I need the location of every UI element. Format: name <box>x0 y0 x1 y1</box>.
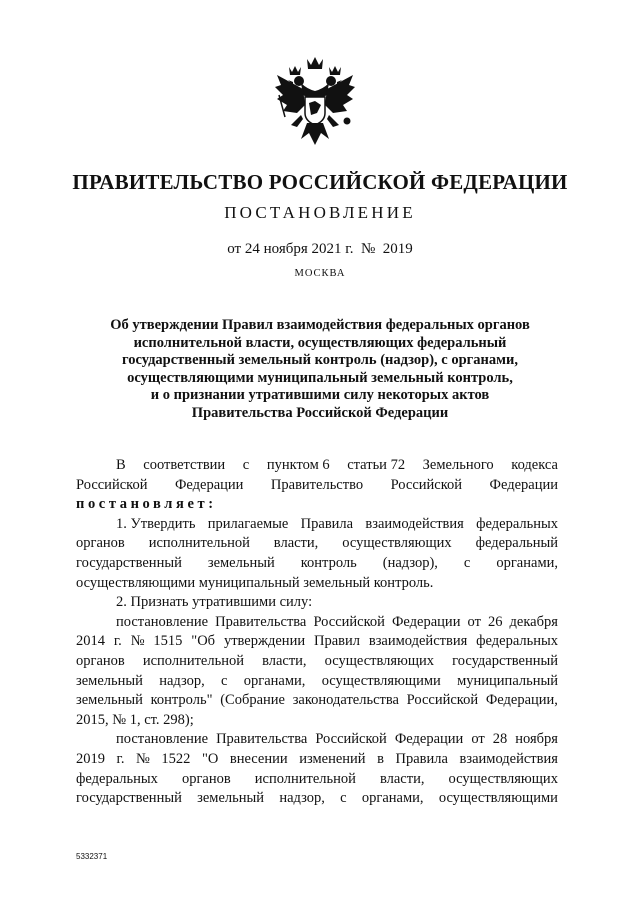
word: "Об <box>191 633 216 650</box>
body-line: 2015, № 1, ст. 298); <box>76 711 194 728</box>
title-line: осуществляющими муниципальный земельный контроль, <box>127 369 513 386</box>
word: № <box>136 750 150 767</box>
body-line: 2. Признать утратившими силу: <box>116 594 313 611</box>
word: Российской <box>406 692 479 709</box>
word: власти, <box>262 652 307 669</box>
word: государственный <box>76 790 182 807</box>
document-type: ПОСТАНОВЛЕНИЕ <box>224 203 416 222</box>
word: № <box>130 633 145 650</box>
word: земельный <box>207 554 275 571</box>
word: статьи 72 <box>347 457 406 473</box>
word: прилагаемые <box>207 515 289 532</box>
word: Российской <box>315 731 387 748</box>
word: 2019 <box>76 750 105 767</box>
word: Правительства <box>216 731 308 748</box>
word: Российской <box>76 476 148 493</box>
body-line <box>76 613 558 633</box>
body-line <box>76 730 558 750</box>
body-line <box>76 554 558 574</box>
word: органов <box>76 652 125 669</box>
word: с <box>242 457 250 473</box>
word: г. <box>113 633 122 650</box>
word: Правил <box>313 633 360 650</box>
word: власти, <box>379 770 425 787</box>
word: Правила <box>395 750 448 767</box>
word: 28 <box>492 731 508 748</box>
word: внесении <box>229 750 288 767</box>
decree-body <box>76 456 558 809</box>
word: осуществляющими <box>438 790 558 807</box>
word: кодекса <box>511 457 558 473</box>
body-line <box>76 632 558 652</box>
word: г. <box>116 750 125 767</box>
body-line <box>76 534 558 554</box>
word: федеральных <box>476 515 558 532</box>
body-line <box>76 456 558 476</box>
word: Правила <box>300 515 354 532</box>
word: Российской <box>313 613 385 630</box>
body-line <box>76 652 558 672</box>
word: Федерации <box>391 613 461 630</box>
document-code: 5332371 <box>76 852 108 861</box>
word: власти, <box>273 535 319 552</box>
word: органами, <box>496 554 558 571</box>
word: Российской <box>390 476 463 493</box>
body-line <box>76 672 558 692</box>
word: утверждении <box>223 633 306 650</box>
word: от <box>467 613 481 630</box>
word: В <box>116 457 126 473</box>
word: органами, <box>361 790 424 807</box>
decree-title <box>0 317 640 423</box>
word: Земельного <box>422 457 494 473</box>
word: Федерации <box>174 476 244 493</box>
title-line: исполнительной власти, осуществляющих федеральный <box>133 334 507 351</box>
word: Правительства <box>215 613 307 630</box>
word: взаимодействия <box>368 633 468 650</box>
word: государственный <box>452 652 558 669</box>
word: взаимодействия <box>365 515 464 532</box>
resolves-word: постановляет: <box>76 496 217 513</box>
word: 26 <box>487 613 503 630</box>
word: осуществляющими <box>321 672 441 689</box>
word: органами, <box>243 672 306 689</box>
word: контроль" <box>150 692 213 709</box>
title-line: и о признании утратившими силу некоторых актов <box>150 387 490 404</box>
word: (Собрание <box>220 692 285 709</box>
body-line <box>76 476 558 496</box>
body-line: осуществляющими муниципальный земельный контроль. <box>76 574 434 591</box>
word: Федерации <box>489 476 558 493</box>
body-line <box>76 691 558 711</box>
word: земельный <box>76 672 143 689</box>
word: с <box>463 554 471 571</box>
word: осуществляющих <box>342 535 452 552</box>
word: исполнительной <box>142 652 244 669</box>
word: исполнительной <box>148 535 250 552</box>
title-line: государственный земельный контроль (надзор), с органами, <box>122 352 518 369</box>
body-line <box>76 789 558 809</box>
word: от <box>471 731 485 748</box>
word: муниципальный <box>457 672 558 689</box>
word: 1515 <box>153 633 183 650</box>
word: осуществляющих <box>448 770 558 787</box>
word: в <box>377 750 384 767</box>
word: взаимодействия <box>459 750 558 767</box>
word: Правительство <box>270 476 364 493</box>
word: с <box>340 790 347 807</box>
word: изменений <box>299 750 366 767</box>
word: (надзор), <box>382 554 438 571</box>
word: постановление <box>116 613 209 630</box>
word: 1. Утвердить <box>116 515 196 532</box>
word: законодательства <box>292 692 399 709</box>
word: постановление <box>116 731 209 748</box>
date-and-number: от 24 ноября 2021 г. № 2019 <box>227 241 413 257</box>
word: "О <box>201 750 219 767</box>
word: контроль <box>300 554 357 571</box>
word: Федерации <box>394 731 464 748</box>
government-name: ПРАВИТЕЛЬСТВО РОССИЙСКОЙ ФЕДЕРАЦИИ <box>72 170 568 194</box>
word: органов <box>181 770 231 787</box>
word: земельный <box>76 692 143 709</box>
title-line: Об утверждении Правил взаимодействия федеральных органов <box>110 317 530 333</box>
word: федеральных <box>76 770 158 787</box>
word: федеральных <box>476 633 558 650</box>
word: декабря <box>509 613 558 630</box>
word: ноября <box>515 731 558 748</box>
word: федеральный <box>475 535 558 552</box>
body-line <box>76 495 558 515</box>
body-line <box>76 515 558 535</box>
body-line <box>76 750 558 770</box>
word: соответствии <box>143 457 226 473</box>
body-line <box>76 770 558 790</box>
word: Федерации, <box>485 692 558 709</box>
word: надзор, <box>159 672 205 689</box>
title-line: Правительства Российской Федерации <box>191 404 449 421</box>
city: МОСКВА <box>294 268 346 279</box>
coat-of-arms-emblem <box>271 55 359 151</box>
word: органов <box>76 535 125 552</box>
word: 2014 <box>76 633 105 650</box>
word: пунктом 6 <box>266 457 330 473</box>
word: с <box>221 672 228 689</box>
word: государственный <box>76 554 182 571</box>
word: надзор, <box>279 790 325 807</box>
word: осуществляющих <box>324 652 435 669</box>
word: исполнительной <box>254 770 356 787</box>
word: земельный <box>197 790 265 807</box>
word: 1522 <box>161 750 191 767</box>
